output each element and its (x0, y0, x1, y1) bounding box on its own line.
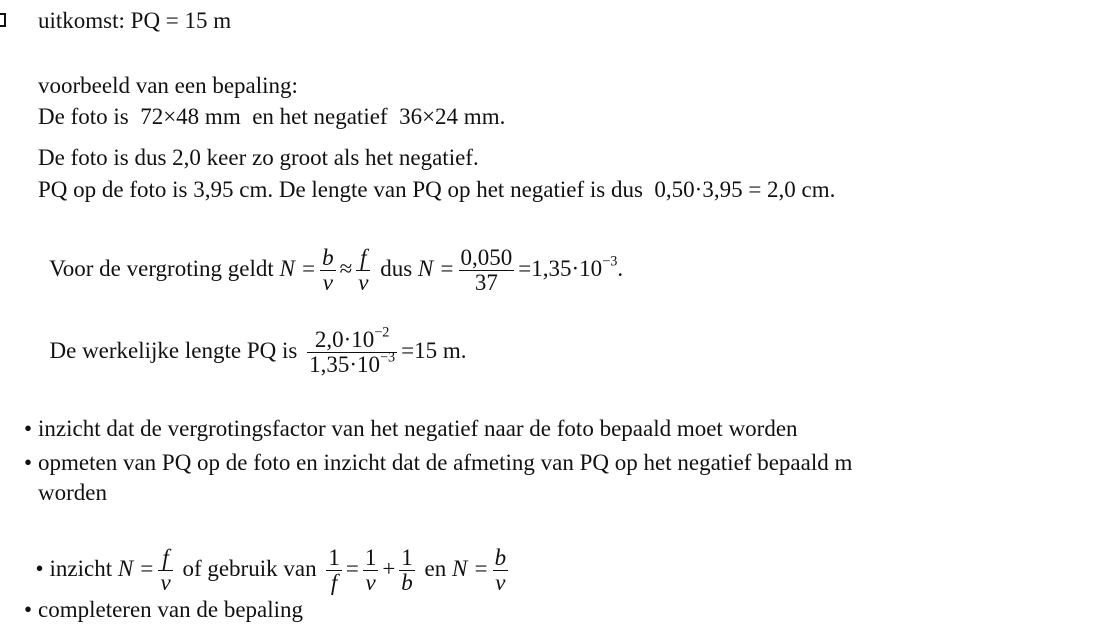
pq-line: PQ op de foto is 3,95 cm. De lengte van PQ op het negatief is dus 0,50·3,95 = 2,0 cm. (38, 177, 836, 202)
fraction-f-over-v (158, 546, 172, 595)
werkelijke-lengte-line (38, 302, 467, 377)
approx-sign: ≈ (339, 255, 353, 281)
bullet-1-text: inzicht dat de vergrotingsfactor van het negatief naar de foto bepaald moet worden (38, 416, 798, 441)
bullet-3-lhs2: N = (452, 555, 489, 581)
vergroting-lhs2: N = (417, 255, 455, 281)
bullet-dot-icon: • (24, 597, 33, 622)
checkbox-icon (0, 13, 6, 27)
fraction-denominator: 37 (474, 270, 498, 296)
werkelijk-intro: De werkelijke lengte PQ is (49, 337, 304, 363)
photo-dimensions-line: De foto is 72×48 mm en het negatief 36×24 mm. (38, 104, 506, 129)
vergroting-exponent: −3 (602, 253, 618, 270)
fraction-denominator (307, 349, 397, 378)
fraction-werkelijk (307, 324, 397, 378)
fraction-b-over-v (493, 546, 509, 595)
bullet-4 (24, 597, 303, 623)
result-line: uitkomst: PQ = 15 m (38, 8, 232, 33)
fraction-f-over-v (356, 246, 370, 295)
fraction-denominator: b (401, 570, 413, 596)
fraction-numerator: b (322, 245, 334, 270)
vergroting-dus: dus (374, 255, 418, 281)
bullet-2-text: opmeten van PQ op de foto en inzicht dat de afmeting van PQ op het negatief bepaald m (38, 450, 853, 475)
fraction-denominator: f (330, 570, 338, 596)
bullet-3-intro: inzicht (49, 555, 118, 581)
fraction-denominator: v (358, 270, 369, 296)
bullet-dot-icon: • (24, 416, 33, 441)
bullet-3-mid: of gebruik van (176, 555, 323, 581)
ratio-line: De foto is dus 2,0 keer zo groot als het negatief. (38, 145, 479, 170)
vergroting-line (38, 220, 623, 295)
werkelijk-den-exp: −3 (380, 349, 396, 366)
werkelijk-num-base: 2,0·10 (314, 327, 375, 352)
vergroting-intro: Voor de vergroting geldt (49, 255, 280, 281)
werkelijk-num-exp: −2 (374, 324, 390, 341)
fraction-denominator: v (160, 570, 171, 596)
bullet-dot-icon: • (35, 555, 44, 581)
vergroting-lhs: N = (279, 255, 317, 281)
fraction-1-over-v (363, 546, 379, 595)
fraction-numerator: 1 (364, 545, 377, 570)
fraction-numerator: 1 (401, 545, 413, 570)
fraction-value (459, 246, 515, 295)
vergroting-end: . (617, 255, 624, 281)
bullet-3 (24, 520, 512, 595)
fraction-numerator: f (158, 546, 172, 571)
fraction-denominator: v (495, 570, 506, 596)
bullet-3-en: en (418, 555, 453, 581)
bullet-4-text: completeren van de bepaling (38, 597, 304, 622)
bullet-1 (24, 416, 798, 442)
plus-sign: + (382, 555, 396, 581)
vergroting-result: =1,35·10 (518, 255, 603, 281)
fraction-numerator: 0,050 (460, 245, 513, 270)
equals-sign: = (345, 555, 359, 581)
bullet-dot-icon: • (24, 450, 33, 475)
fraction-denominator: v (365, 570, 376, 596)
werkelijk-result: =15 m. (401, 337, 467, 363)
fraction-1-over-b (399, 546, 415, 595)
bullet-2 (24, 450, 852, 476)
fraction-numerator: f (356, 246, 370, 271)
fraction-1-over-f (326, 546, 342, 595)
fraction-denominator: v (322, 270, 333, 296)
werkelijk-den-base: 1,35·10 (309, 352, 380, 378)
bullet-3-lhs: N = (117, 555, 155, 581)
fraction-b-over-v (320, 246, 336, 295)
fraction-numerator: 1 (328, 545, 340, 570)
bullet-2-continuation: worden (38, 480, 107, 505)
example-heading: voorbeeld van een bepaling: (38, 73, 298, 98)
fraction-numerator: b (494, 545, 507, 570)
